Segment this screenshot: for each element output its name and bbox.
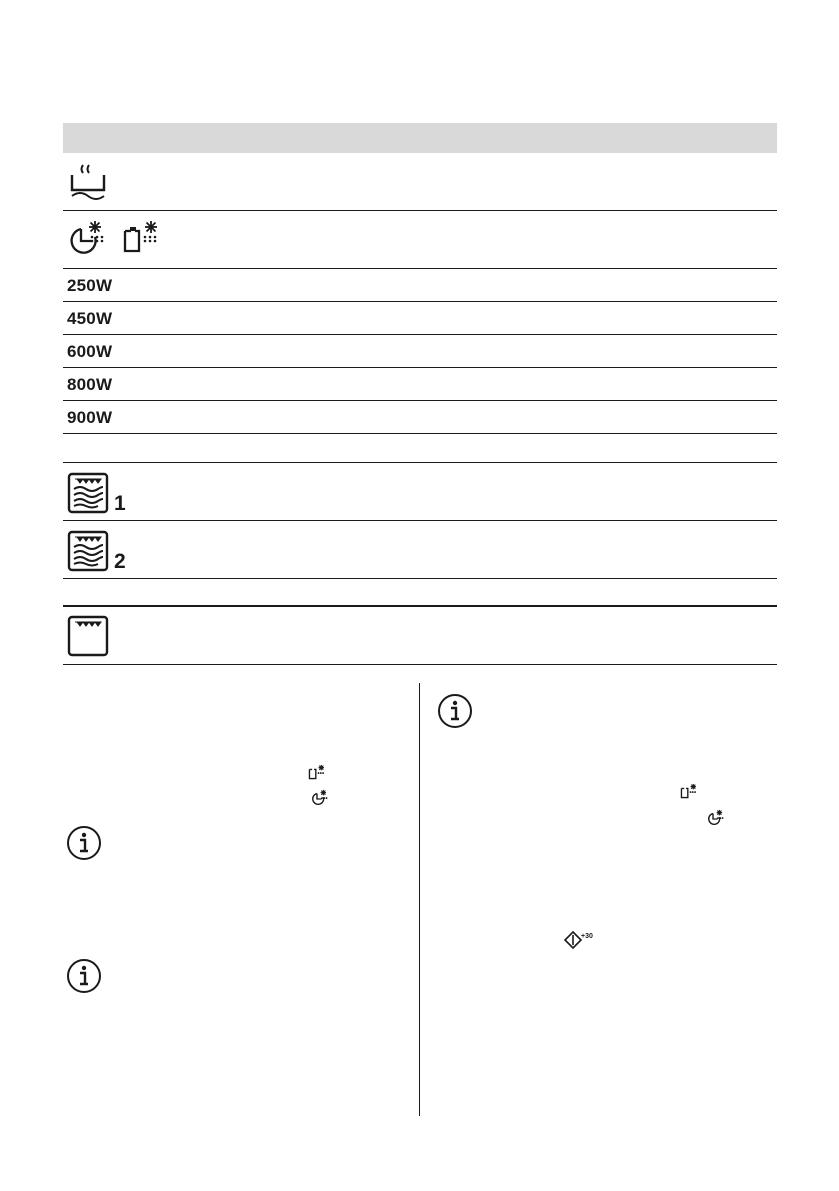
microwave-grill-icon	[67, 472, 111, 516]
svg-text:+30: +30	[581, 933, 593, 940]
power-level-label: 800W	[67, 375, 113, 394]
table-row-power-900	[63, 401, 777, 434]
table-row-grill-1	[63, 463, 777, 521]
time-defrost-icon	[706, 809, 730, 829]
table-spacer	[63, 434, 777, 463]
table-row-power-250	[63, 269, 777, 302]
table-row-steam	[63, 153, 777, 211]
power-level-label: 450W	[67, 309, 113, 328]
microwave-grill-icon	[67, 530, 111, 574]
steam-bowl-icon	[67, 161, 111, 205]
weight-defrost-icon	[679, 783, 703, 803]
grill-level-label: 2	[114, 550, 126, 573]
function-table	[63, 123, 777, 665]
table-row-power-600	[63, 335, 777, 368]
grill-level-label: 1	[114, 492, 126, 515]
table-header	[63, 123, 777, 153]
oven-icon	[67, 615, 111, 659]
power-level-label: 600W	[67, 342, 113, 361]
power-level-label: 250W	[67, 276, 113, 295]
time-defrost-icon	[67, 219, 117, 263]
table-row-oven	[63, 607, 777, 665]
microwave-grill-2	[67, 530, 137, 574]
weight-defrost-icon	[121, 219, 171, 263]
info-icon	[66, 958, 102, 994]
weight-defrost-icon	[307, 764, 331, 784]
info-icon	[66, 825, 102, 861]
table-row-power-450	[63, 302, 777, 335]
table-row-power-800	[63, 368, 777, 401]
time-defrost-icon	[310, 789, 334, 809]
info-icon	[437, 693, 473, 729]
column-divider	[419, 683, 420, 1116]
power-level-label: 900W	[67, 408, 113, 427]
table-row-grill-2	[63, 521, 777, 579]
table-spacer	[63, 579, 777, 607]
table-row-defrost	[63, 211, 777, 269]
microwave-grill-1	[67, 472, 137, 516]
start-plus-30-icon	[562, 929, 596, 953]
